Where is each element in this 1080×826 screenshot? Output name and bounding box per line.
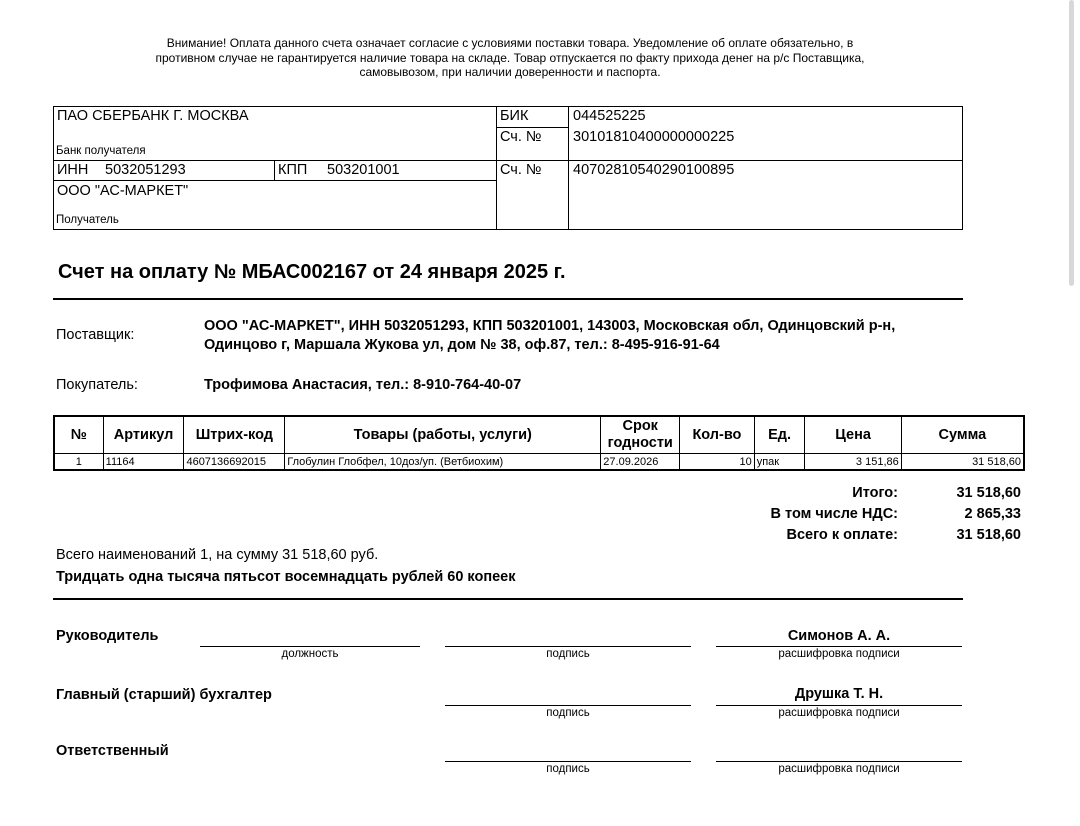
accountant-sign-line <box>445 705 691 706</box>
total-value: 31 518,60 <box>956 485 1021 501</box>
accountant-name: Друшка Т. Н. <box>794 686 884 702</box>
account-label: Сч. № <box>500 162 542 178</box>
pay-label: Всего к оплате: <box>786 527 898 543</box>
kpp-label: КПП <box>278 162 308 178</box>
summary-divider <box>53 598 963 600</box>
payment-notice: Внимание! Оплата данного счета означает согласие с условиями поставки товара. Уведомление об оплате обязательно, в противном случае не гарантируется наличие товара на складе. Товар отпускается по факту прихода денег на р/с Поставщика, самовывозом, при наличии доверенности и паспорта. <box>155 36 865 79</box>
cell-article: 11164 <box>103 454 184 471</box>
responsible-label: Ответственный <box>56 743 169 759</box>
responsible-sign-caption: подпись <box>546 763 590 775</box>
cell-barcode: 4607136692015 <box>184 454 285 471</box>
items-table <box>53 415 1025 471</box>
account-value: 40702810540290100895 <box>573 162 735 178</box>
corr-account-value: 30101810400000000225 <box>573 129 735 145</box>
kpp-value: 503201001 <box>327 162 400 178</box>
head-position-caption: должность <box>281 648 339 660</box>
accountant-decode-line <box>716 705 962 706</box>
head-sign-line <box>445 646 691 647</box>
recipient-name: ООО "АС-МАРКЕТ" <box>57 183 189 199</box>
col-qty: Кол-во <box>680 416 755 454</box>
cell-qty: 10 <box>680 454 755 471</box>
head-decode-caption: расшифровка подписи <box>778 648 900 660</box>
head-label: Руководитель <box>56 628 159 644</box>
head-position-line <box>200 646 420 647</box>
cell-price: 3 151,86 <box>805 454 901 471</box>
col-goods: Товары (работы, услуги) <box>285 416 601 454</box>
table-header-row <box>54 416 1024 454</box>
inn-value: 5032051293 <box>105 162 186 178</box>
supplier-line-2: Одинцово г, Маршала Жукова ул, дом № 38, оф.87, тел.: 8-495-916-91-64 <box>204 337 720 353</box>
col-num: № <box>54 416 103 454</box>
col-barcode: Штрих-код <box>184 416 285 454</box>
supplier-label: Поставщик: <box>56 327 135 343</box>
cell-unit: упак <box>754 454 805 471</box>
bank-details-box <box>53 106 963 230</box>
col-expiry-line-1: Срок <box>622 418 658 434</box>
invoice-title: Счет на оплату № МБАС002167 от 24 января 2025 г. <box>58 261 566 283</box>
buyer-value: Трофимова Анастасия, тел.: 8-910-764-40-07 <box>204 377 522 393</box>
accountant-label: Главный (старший) бухгалтер <box>56 687 272 703</box>
table-row <box>54 454 1024 471</box>
bank-name: ПАО СБЕРБАНК Г. МОСКВА <box>57 108 249 124</box>
corr-account-label: Сч. № <box>500 129 542 145</box>
head-name: Симонов А. А. <box>787 628 891 644</box>
vat-value: 2 865,33 <box>964 506 1021 522</box>
scrollbar[interactable] <box>1069 0 1074 286</box>
cell-expiry: 27.09.2026 <box>601 454 680 471</box>
pay-value: 31 518,60 <box>956 527 1021 543</box>
summary-words: Тридцать одна тысяча пятьсот восемнадцать рублей 60 копеек <box>56 569 516 585</box>
vat-label: В том числе НДС: <box>770 506 898 522</box>
total-label: Итого: <box>852 485 898 501</box>
col-article: Артикул <box>103 416 184 454</box>
col-sum: Сумма <box>901 416 1024 454</box>
buyer-label: Покупатель: <box>56 377 138 393</box>
col-expiry-line-2: годности <box>607 435 673 451</box>
accountant-decode-caption: расшифровка подписи <box>778 707 900 719</box>
col-expiry <box>601 416 680 454</box>
bik-value: 044525225 <box>573 108 646 124</box>
supplier-line-1: ООО "АС-МАРКЕТ", ИНН 5032051293, КПП 503201001, 143003, Московская обл, Одинцовский р-н, <box>204 318 896 334</box>
recipient-caption: Получатель <box>56 214 119 226</box>
head-sign-caption: подпись <box>546 648 590 660</box>
cell-sum: 31 518,60 <box>901 454 1024 471</box>
accountant-sign-caption: подпись <box>546 707 590 719</box>
col-unit: Ед. <box>754 416 805 454</box>
cell-goods: Глобулин Глобфел, 10доз/уп. (Ветбиохим) <box>285 454 601 471</box>
title-divider <box>53 298 963 300</box>
recipient-bank-caption: Банк получателя <box>56 145 146 157</box>
col-price: Цена <box>805 416 901 454</box>
cell-num: 1 <box>54 454 103 471</box>
bik-label: БИК <box>500 108 529 124</box>
responsible-sign-line <box>445 761 691 762</box>
inn-label: ИНН <box>57 162 89 178</box>
responsible-decode-line <box>716 761 962 762</box>
head-decode-line <box>716 646 962 647</box>
responsible-decode-caption: расшифровка подписи <box>778 763 900 775</box>
summary-count: Всего наименований 1, на сумму 31 518,60 руб. <box>56 547 379 563</box>
